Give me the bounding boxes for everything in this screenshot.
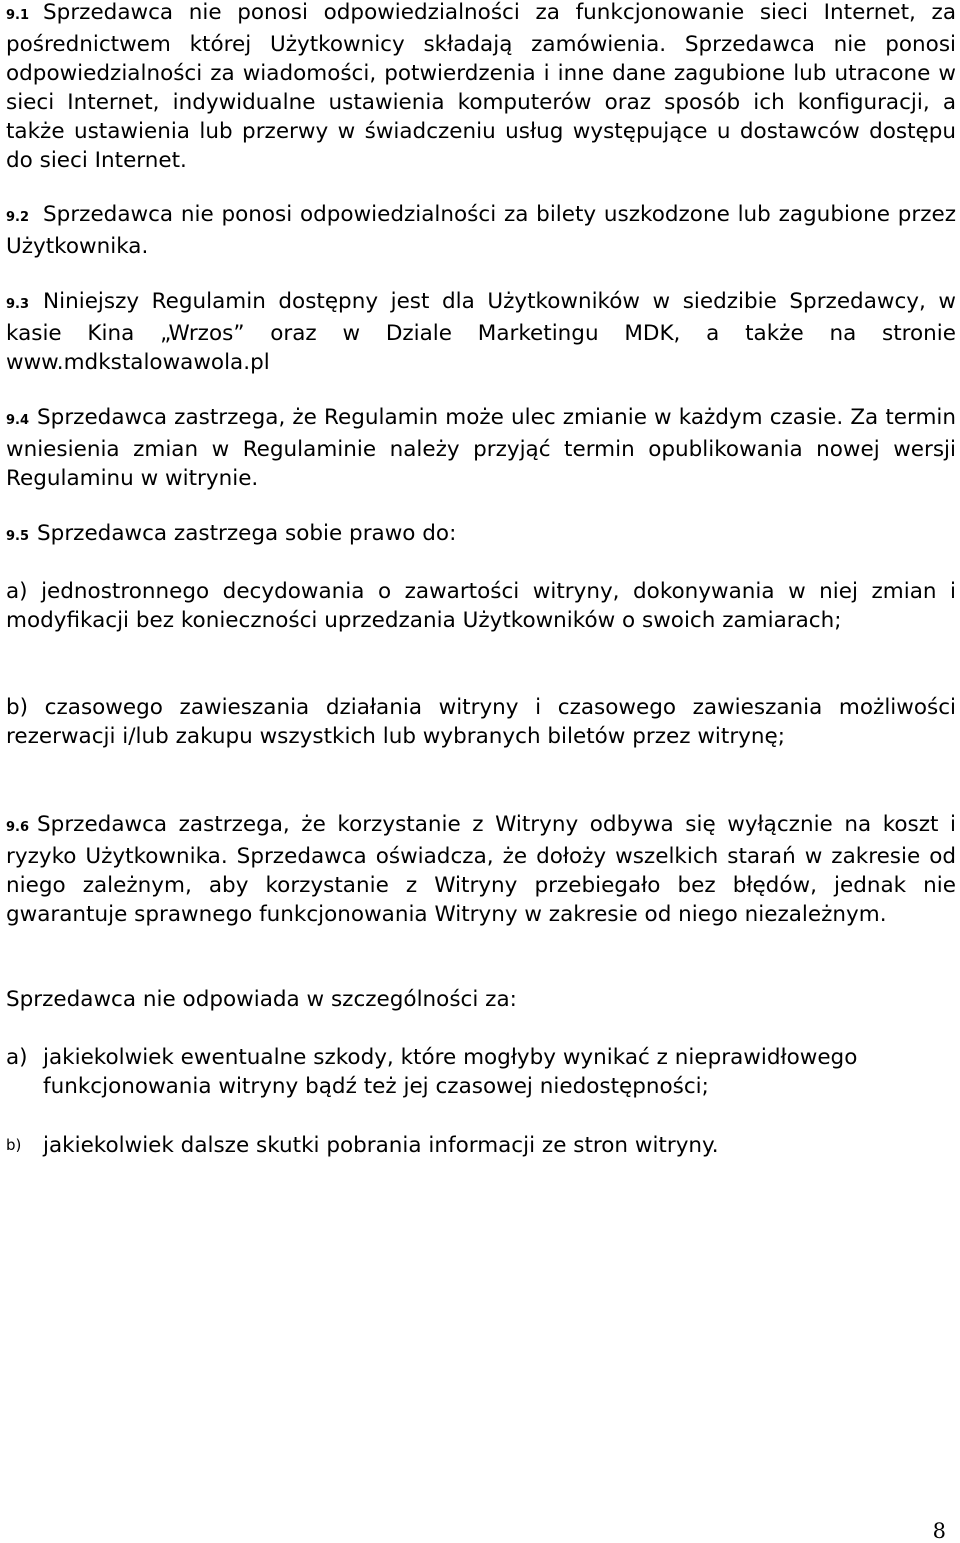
section-9-3 [6,287,956,377]
section-number: 9.3 [6,297,30,312]
section-9-5-item-a: a) jednostronnego decydowania o zawartości witryny, dokonywania w niej zmian i modyfikacji bez konieczności uprzedzania Użytkowników o swoich zamiarach; [6,579,956,633]
section-9-4 [6,403,956,493]
section-text: Sprzedawca zastrzega sobie prawo do: [37,521,457,546]
section-text: Sprzedawca zastrzega, że Regulamin może ulec zmianie w każdym czasie. Za termin wniesienia zmian w Regulaminie należy przyjąć termin opublikowania nowej wersji Regulaminu w witrynie. [6,405,956,491]
section-number: 9.5 [6,529,30,544]
section-9-5 [6,519,956,551]
section-text: Sprzedawca nie ponosi odpowiedzialności za bilety uszkodzone lub zagubione przez Użytkownika. [6,202,956,259]
list-marker: b) [6,1136,22,1154]
liability-item-b [6,1131,956,1160]
section-text: Sprzedawca zastrzega, że korzystanie z Witryny odbywa się wyłącznie na koszt i ryzyko Użytkownika. Sprzedawca oświadcza, że dołoży wszelkich starań w zakresie od niego zależnym, aby korzystanie z Witryny przebiegało bez błędów, jednak nie gwarantuje sprawnego funkcjonowania Witryny w zakresie od niego niezależnym. [6,812,956,927]
section-number: 9.1 [6,8,30,23]
section-9-2 [6,200,956,261]
section-text: Niniejszy Regulamin dostępny jest dla Użytkowników w siedzibie Sprzedawcy, w kasie Kina „Wrzos” oraz w Dziale Marketingu MDK, a także na stronie www.mdkstalowawola.pl [6,289,956,375]
liability-intro: Sprzedawca nie odpowiada w szczególności za: [6,987,517,1012]
section-9-5-item-b: b) czasowego zawieszania działania witryny i czasowego zawieszania możliwości rezerwacji i/lub zakupu wszystkich lub wybranych biletów przez witrynę; [6,695,956,749]
list-item-text: jakiekolwiek dalsze skutki pobrania informacji ze stron witryny. [43,1133,719,1158]
section-text: Sprzedawca nie ponosi odpowiedzialności za funkcjonowanie sieci Internet, za pośrednictwem której Użytkownicy składają zamówienia. Sprzedawca nie ponosi odpowiedzialności za wiadomości, potwierdzenia i inne dane zagubione lub utracone w sieci Internet, indywidualne ustawienia komputerów oraz sposób ich konfiguracji, a także ustawienia lub przerwy w świadczeniu usług występujące u dostawców dostępu do sieci Internet. [6,0,956,173]
section-9-1 [6,0,956,175]
section-9-6 [6,810,956,929]
section-number: 9.4 [6,413,30,428]
section-number: 9.2 [6,210,30,225]
section-number: 9.6 [6,820,30,835]
liability-item-a [6,1043,956,1101]
list-item-text: jakiekolwiek ewentualne szkody, które mogłyby wynikać z nieprawidłowego funkcjonowania witryny bądź też jej czasowej niedostępności; [43,1045,858,1099]
list-marker: a) [6,1045,28,1070]
page-number: 8 [932,1519,946,1543]
